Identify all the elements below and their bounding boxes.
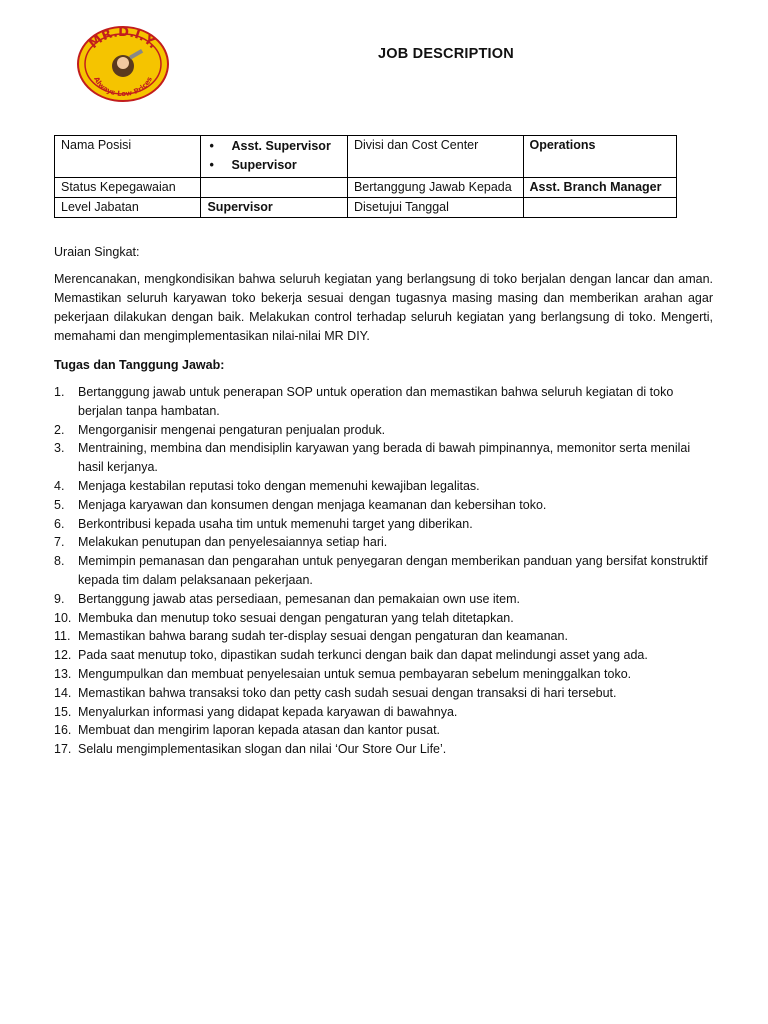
list-item (54, 590, 713, 609)
list-item (54, 627, 713, 646)
item-number: 17. (54, 742, 72, 757)
company-logo (77, 26, 169, 102)
position-item: • Asst. Supervisor (207, 137, 340, 156)
item-text: Berkontribusi kepada usaha tim untuk memenuhi target yang diberikan. (78, 516, 473, 531)
label-level: Level Jabatan (55, 198, 201, 218)
item-number: 6. (54, 516, 65, 531)
logo-tagline-text: Always Low Prices (92, 75, 154, 99)
list-item (54, 646, 713, 665)
list-item (54, 496, 713, 515)
value-approved-date (523, 198, 677, 218)
item-text: Mentraining, membina dan mendisiplin karyawan yang berada di bawah pimpinannya, memonitor serta menilai hasil kerjanya. (78, 441, 691, 475)
list-item (54, 421, 713, 440)
item-text: Bertanggung jawab atas persediaan, pemesanan dan pemakaian own use item. (78, 591, 520, 606)
table-row (55, 178, 677, 198)
list-item (54, 684, 713, 703)
value-level: Supervisor (201, 198, 347, 218)
list-item (54, 609, 713, 628)
item-number: 8. (54, 554, 65, 569)
list-item (54, 665, 713, 684)
position-list (207, 137, 340, 175)
item-number: 14. (54, 685, 72, 700)
duties-list (54, 383, 713, 759)
label-approved-date: Disetujui Tanggal (347, 198, 523, 218)
label-reports-to: Bertanggung Jawab Kepada (347, 178, 523, 198)
item-number: 13. (54, 666, 72, 681)
list-item (54, 533, 713, 552)
table-row (55, 136, 677, 178)
item-number: 3. (54, 441, 65, 456)
item-number: 12. (54, 648, 72, 663)
list-item (54, 703, 713, 722)
list-item (54, 477, 713, 496)
list-item (54, 439, 713, 477)
item-text: Selalu mengimplementasikan slogan dan nilai ‘Our Store Our Life’. (78, 742, 447, 757)
duties-heading: Tugas dan Tanggung Jawab: (54, 358, 225, 372)
table-row (55, 198, 677, 218)
value-divisi: Operations (523, 136, 677, 178)
list-item (54, 721, 713, 740)
item-text: Memimpin pemanasan dan pengarahan untuk penyegaran dengan memberikan panduan yang bersifat konstruktif kepada tim dalam pelaksanaan pekerjaan. (78, 554, 708, 587)
item-number: 9. (54, 591, 65, 606)
value-status (201, 178, 347, 198)
label-status: Status Kepegawaian (55, 178, 201, 198)
list-item (54, 740, 713, 759)
position-item: • Supervisor (207, 156, 340, 175)
item-text: Membuat dan mengirim laporan kepada atasan dan kantor pusat. (78, 723, 441, 738)
item-number: 4. (54, 478, 65, 493)
item-text: Menyalurkan informasi yang didapat kepada karyawan di bawahnya. (78, 704, 458, 719)
item-number: 1. (54, 385, 65, 399)
label-divisi: Divisi dan Cost Center (347, 136, 523, 178)
item-number: 10. (54, 610, 72, 625)
item-number: 5. (54, 497, 65, 512)
item-text: Membuka dan menutup toko sesuai dengan pengaturan yang telah ditetapkan. (78, 610, 514, 625)
position-list-cell (201, 136, 347, 178)
item-text: Mengorganisir mengenai pengaturan penjualan produk. (78, 422, 386, 437)
label-nama-posisi: Nama Posisi (55, 136, 201, 178)
item-text: Memastikan bahwa barang sudah ter-display sesuai dengan pengaturan dan keamanan. (78, 629, 568, 644)
list-item (54, 552, 713, 590)
value-reports-to: Asst. Branch Manager (523, 178, 677, 198)
summary-heading: Uraian Singkat: (54, 245, 140, 259)
item-number: 7. (54, 535, 65, 550)
item-number: 15. (54, 704, 72, 719)
item-number: 16. (54, 723, 72, 738)
list-item (54, 515, 713, 534)
item-text: Mengumpulkan dan membuat penyelesaian untuk semua pembayaran sebelum meninggalkan toko. (78, 666, 632, 681)
summary-paragraph: Merencanakan, mengkondisikan bahwa seluruh kegiatan yang berlangsung di toko berjalan dengan lancar dan aman. Memastikan seluruh karyawan toko bekerja sesuai dengan tugasnya masing masing dan memberikan arahan agar pekerjaan dilakukan dengan baik. Melakukan control terhadap seluruh kegiatan yang berlangsung di toko. Mengerti, memahami dan mengimplementasikan nilai-nilai MR DIY. (54, 272, 713, 343)
position-info-table (54, 135, 677, 218)
item-text: Pada saat menutup toko, dipastikan sudah terkunci dengan baik dan dapat melindungi asset yang ada. (78, 648, 648, 663)
item-text: Memastikan bahwa transaksi toko dan petty cash sudah sesuai dengan transaksi di hari tersebut. (78, 685, 617, 700)
item-text: Menjaga karyawan dan konsumen dengan menjaga keamanan dan kebersihan toko. (78, 497, 547, 512)
logo-brand-text: MR.D.I.Y. (86, 26, 161, 52)
item-text: Melakukan penutupan dan penyelesaiannya setiap hari. (78, 535, 388, 550)
document-title: JOB DESCRIPTION (378, 46, 514, 62)
item-text: Menjaga kestabilan reputasi toko dengan memenuhi kewajiban legalitas. (78, 478, 480, 493)
item-text: Bertanggung jawab untuk penerapan SOP untuk operation dan memastikan bahwa seluruh kegiatan di toko berjalan tanpa hambatan. (78, 385, 674, 418)
item-number: 2. (54, 422, 65, 437)
list-item (54, 383, 713, 421)
item-number: 11. (54, 629, 71, 644)
